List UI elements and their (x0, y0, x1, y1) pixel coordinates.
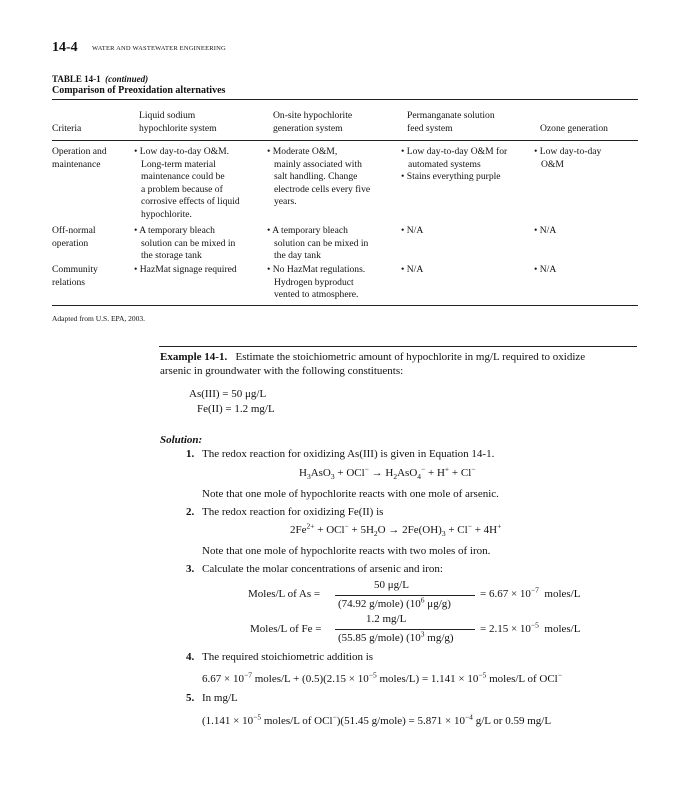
step-1-number: 1. (186, 448, 195, 460)
table-label: TABLE 14-1 (continued) (52, 74, 149, 84)
moles-as-result: = $6.67 \times 10^{-7}$ moles/L (480, 585, 581, 600)
moles-fe-numerator: 1.2 mg/L (366, 613, 407, 625)
table-bottom-rule (52, 305, 638, 306)
example-prompt: Example 14-1. Estimate the stoichiometric amount of hypochlorite in mg/L required to oxidize arsenic in groundwater with the following constituents: (160, 351, 586, 377)
equation-mg-per-liter: ($1.141 \times 10^{-5}$ moles/L of OCl−)(51.45 g/mole) = $5.871 \times 10^{-4}$ g/L or 0.59 mg/L (202, 712, 552, 727)
col-header-permanganate: Permanganate solution feed system (407, 110, 495, 134)
step-5-text: In mg/L (202, 692, 238, 704)
cell-community-permanganate: • N/A (401, 264, 424, 275)
col-header-criteria: Criteria (52, 123, 82, 134)
col-header-liquid: Liquid sodium hypochlorite system (139, 110, 217, 134)
table-header-rule (52, 140, 638, 141)
cell-community-ozone: • N/A (534, 264, 557, 275)
row-criteria-community: Community relations (52, 264, 98, 288)
cell-community-onsite: • No HazMat regulations. Hydrogen byproduct vented to atmosphere. (267, 264, 366, 300)
row-criteria-offnormal: Off-normal operation (52, 225, 96, 249)
equation-arsenic-redox: $H_3AsO_3 + OCl^- \to H_2AsO_4^- + H^+ + Cl^-$ (299, 464, 476, 482)
moles-fe-label: Moles/L of Fe = (250, 623, 322, 635)
table-top-rule (52, 99, 638, 100)
step-2-note: Note that one mole of hypochlorite reacts with two moles of iron. (202, 545, 491, 557)
equation-stoichiometric-addition: $6.67 \times 10^{-7}$ moles/L + $(0.5)(2.15 \times 10^{-5}$ moles/L) = $1.141 \times 10^{-5}$ moles/L of OCl− (202, 670, 562, 685)
col-header-ozone: Ozone generation (540, 123, 608, 134)
cell-om-permanganate: • Low day-to-day O&M for automated systems • Stains everything purple (401, 146, 508, 182)
moles-as-fraction-bar (335, 595, 475, 596)
page-number: 14-4 (52, 40, 78, 55)
moles-fe-fraction-bar (335, 629, 475, 630)
moles-fe-denominator: (55.85 g/mole) ($10^3$ mg/g) (338, 629, 454, 644)
step-4-number: 4. (186, 651, 195, 663)
cell-offnormal-permanganate: • N/A (401, 225, 424, 236)
row-criteria-om: Operation and maintenance (52, 146, 107, 170)
equation-iron-redox: $2Fe^{2+} + OCl^- + 5H_2O \to 2Fe(OH)_3 + Cl^- + 4H^+$ (290, 521, 502, 539)
example-rule (159, 346, 637, 347)
step-3-text: Calculate the molar concentrations of arsenic and iron: (202, 563, 443, 575)
running-title: WATER AND WASTEWATER ENGINEERING (92, 45, 226, 52)
step-2-number: 2. (186, 506, 195, 518)
col-header-onsite: On-site hypochlorite generation system (273, 110, 353, 134)
table-continued: (continued) (105, 74, 149, 84)
cell-om-ozone: • Low day-to-day O&M (534, 146, 602, 170)
given-fe: Fe(II) = 1.2 mg/L (197, 403, 275, 415)
given-as: As(III) = 50 μg/L (189, 388, 267, 400)
cell-offnormal-liquid: • A temporary bleach solution can be mixed in the storage tank (134, 225, 236, 261)
step-1-note: Note that one mole of hypochlorite reacts with one mole of arsenic. (202, 488, 499, 500)
cell-offnormal-onsite: • A temporary bleach solution can be mixed in the day tank (267, 225, 369, 261)
step-4-text: The required stoichiometric addition is (202, 651, 374, 663)
cell-om-onsite: • Moderate O&M, mainly associated with salt handling. Change electrode cells every five years. (267, 146, 371, 207)
table-caption: Comparison of Preoxidation alternatives (52, 85, 226, 96)
step-3-number: 3. (186, 563, 195, 575)
step-2-text: The redox reaction for oxidizing Fe(II) is (202, 506, 384, 518)
solution-heading: Solution: (160, 434, 203, 446)
moles-as-numerator: 50 μg/L (374, 579, 409, 591)
cell-community-liquid: • HazMat signage required (134, 264, 237, 275)
moles-as-denominator: (74.92 g/mole) ($10^6$ μg/g) (338, 595, 451, 610)
moles-fe-result: = $2.15 \times 10^{-5}$ moles/L (480, 620, 581, 635)
cell-om-liquid: • Low day-to-day O&M. Long-term material maintenance could be a problem because of corrosive effects of liquid hypochlorite. (134, 146, 240, 220)
step-1-text: The redox reaction for oxidizing As(III) is given in Equation 14-1. (202, 448, 495, 460)
example-title: Example 14-1. (160, 351, 228, 363)
cell-offnormal-ozone: • N/A (534, 225, 557, 236)
moles-as-label: Moles/L of As = (248, 588, 321, 600)
table-source: Adapted from U.S. EPA, 2003. (52, 314, 146, 323)
step-5-number: 5. (186, 692, 195, 704)
